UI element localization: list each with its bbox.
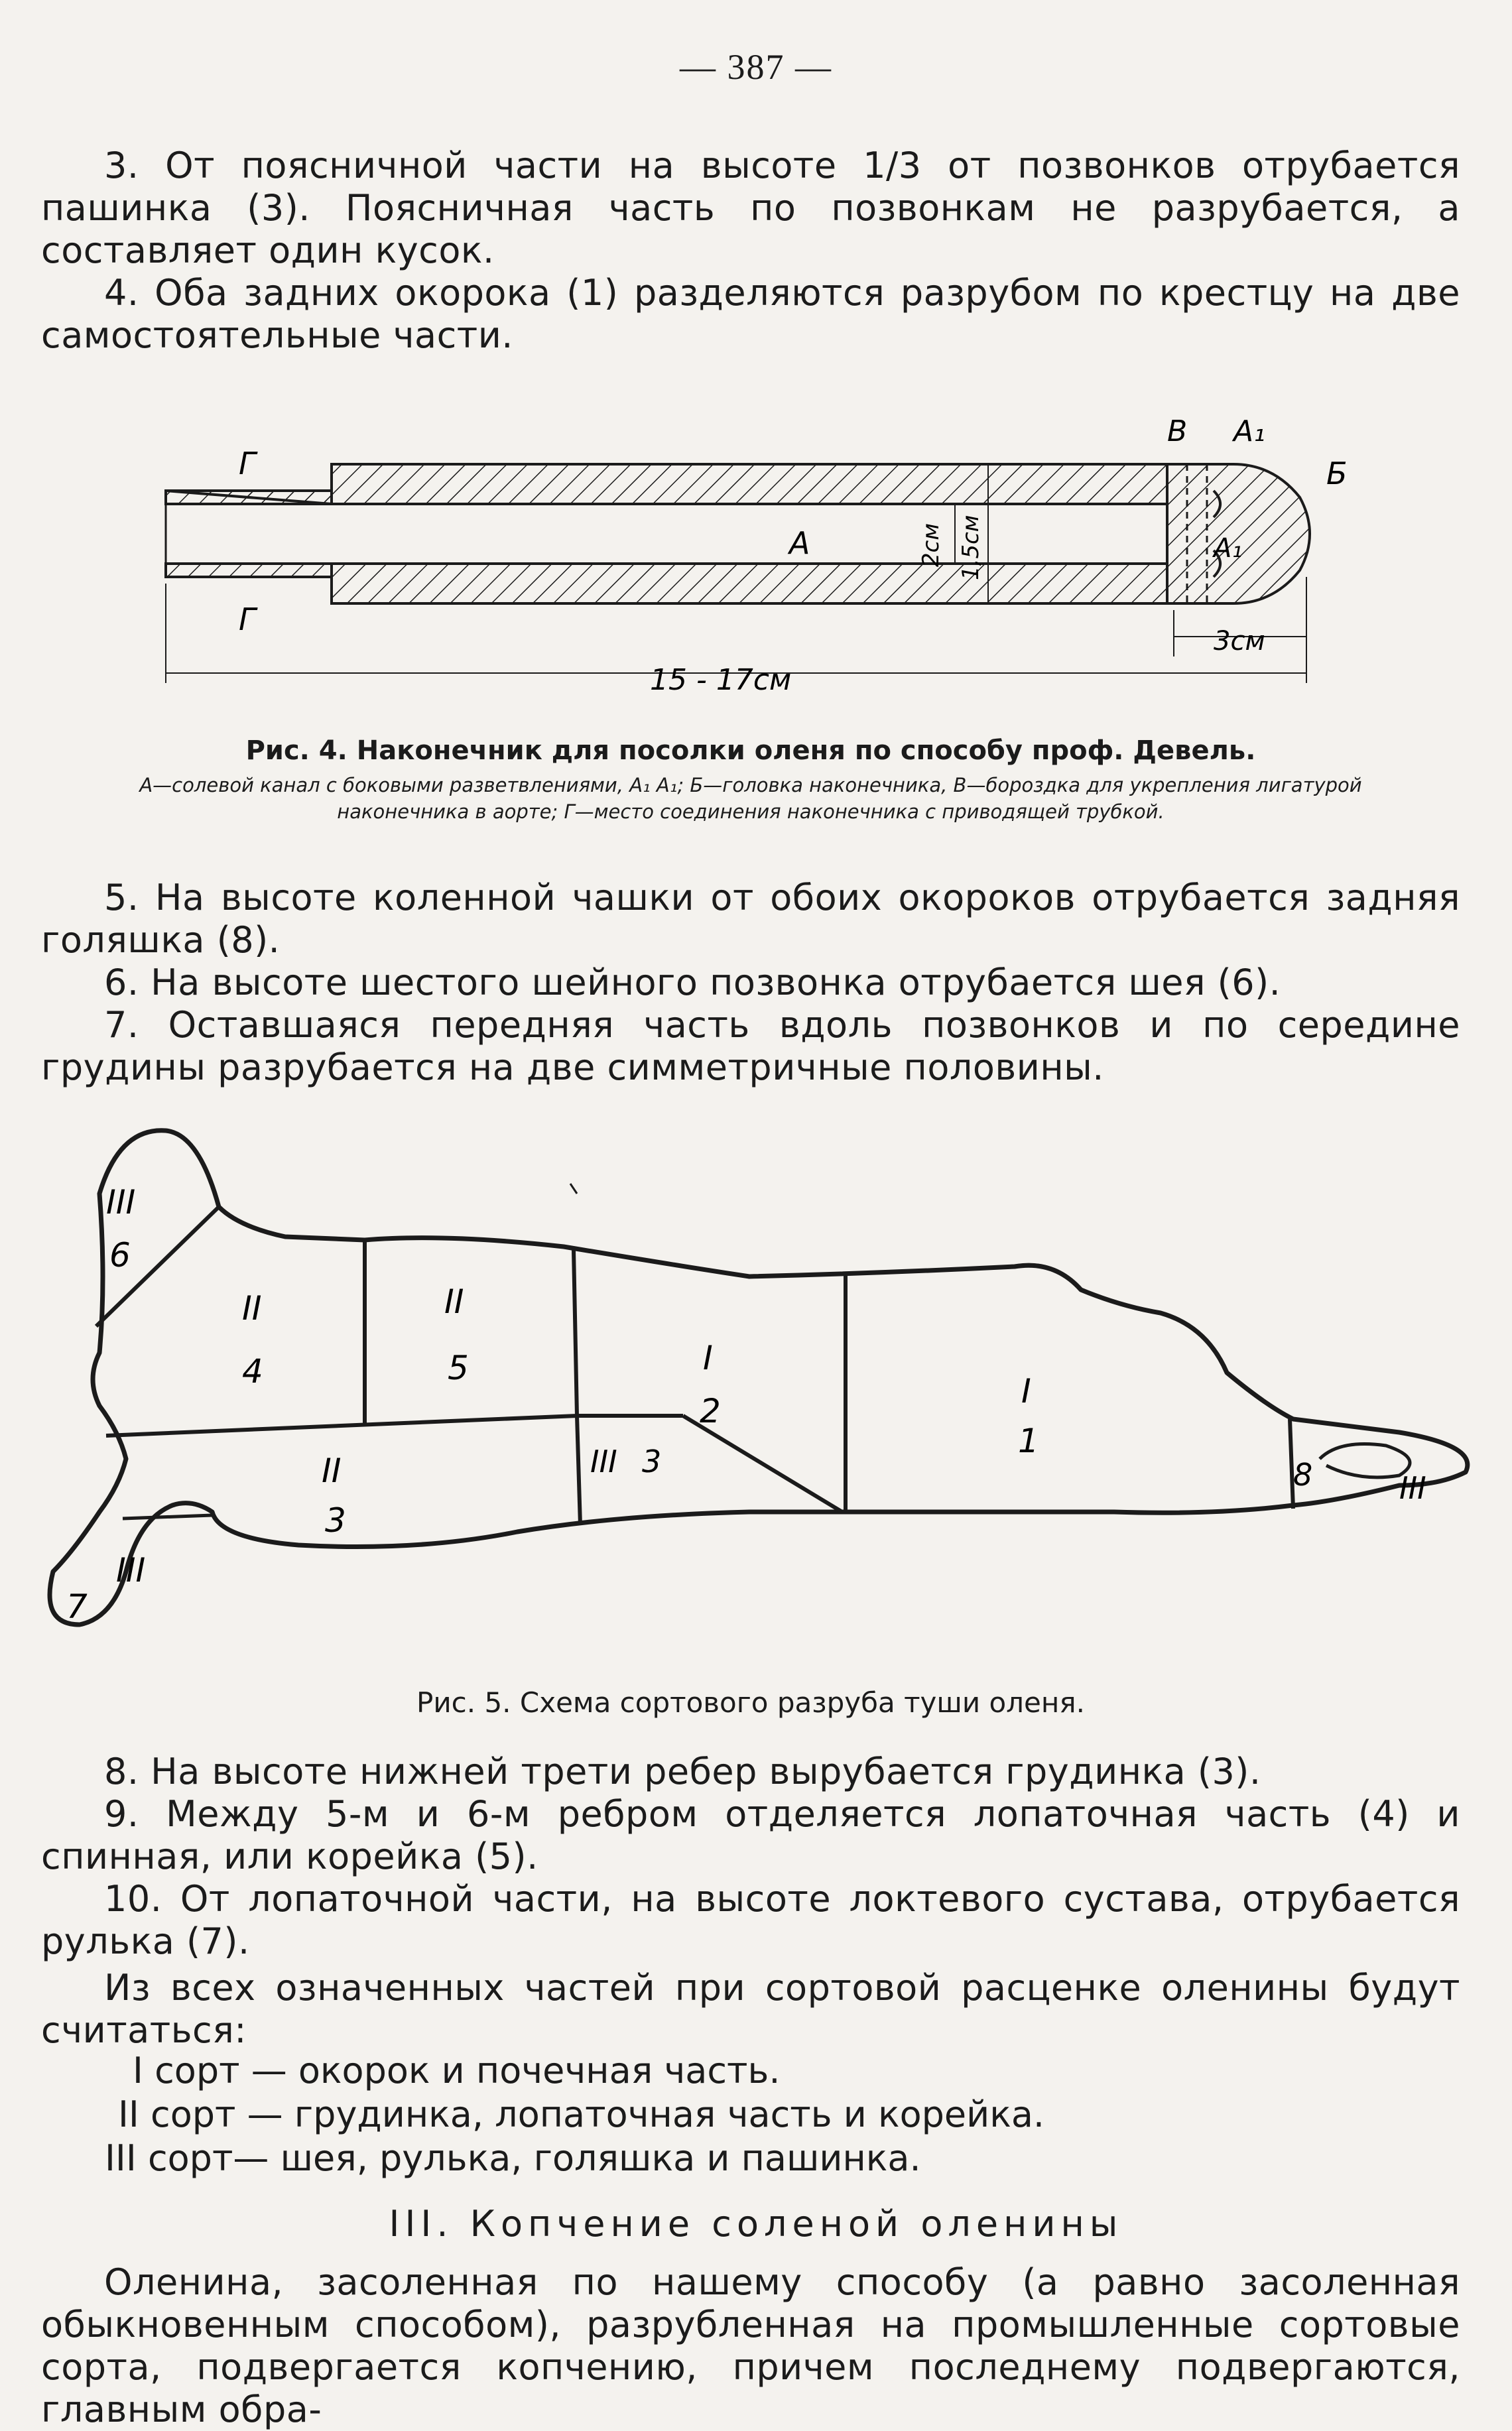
grading-intro: Из всех означенных частей при сортовой расценке оленины будут считаться: xyxy=(41,1967,1460,2051)
page-number: — 387 — xyxy=(680,47,832,87)
step-3: 3. От поясничной части на высоте 1/3 от позвонков отрубается пашинка (3). Поясничная часть по позвонкам не разрубается, а составляет один кусок. xyxy=(41,145,1460,271)
back-num: 5 xyxy=(448,1349,469,1387)
steps-bottom xyxy=(41,1751,1460,2052)
final-paragraph-block xyxy=(41,2261,1460,2431)
shoulder-num: 4 xyxy=(242,1352,263,1391)
shank-hind-grade: III xyxy=(1399,1470,1426,1506)
label-g-bottom: Г xyxy=(239,601,256,637)
grade-2: II сорт — грудинка, лопаточная часть и корейка. xyxy=(118,2093,1045,2135)
shank-hind-num: 8 xyxy=(1293,1457,1313,1493)
shoulder-grade: II xyxy=(242,1289,262,1328)
figure-4-caption xyxy=(41,733,1460,825)
nozzle-upper-tube xyxy=(166,491,332,504)
shank-front-num: 7 xyxy=(66,1588,88,1626)
section-heading: III. Копчение соленой оленины xyxy=(389,2203,1123,2245)
grade-list xyxy=(0,2049,1512,2180)
label-b: Б xyxy=(1326,456,1348,491)
ham-grade: I xyxy=(1021,1372,1031,1410)
flank-num: 3 xyxy=(642,1444,662,1479)
neck-num: 6 xyxy=(109,1236,131,1275)
steps-middle xyxy=(41,877,1460,1089)
figure-4-caption-body: А—солевой канал с боковыми разветвлениями, А₁ А₁; Б—головка наконечника, В—бороздка для укрепления лигатурой наконечника в аорте; Г—место соединения наконечника с приводящей трубкой. xyxy=(139,774,1362,823)
loin-grade: I xyxy=(703,1339,713,1377)
step-7: 7. Оставшаяся передняя часть вдоль позвонков и по середине грудины разрубается на две симметричные половины. xyxy=(41,1004,1460,1088)
label-3cm: 3см xyxy=(1214,626,1265,656)
grade-1: I сорт — окорок и почечная часть. xyxy=(133,2050,781,2091)
neck-grade: III xyxy=(106,1183,136,1221)
back-grade: II xyxy=(444,1282,464,1321)
final-paragraph: Оленина, засоленная по нашему способу (а равно засоленная обыкновенным способом), разрубленная на промышленные сортовые сорта, подвергается копчению, причем последнему подвергаются, главным обра- xyxy=(41,2261,1460,2430)
ham-num: 1 xyxy=(1018,1422,1039,1460)
step-8: 8. На высоте нижней трети ребер вырубается грудинка (3). xyxy=(104,1751,1261,1792)
grade-3: III сорт— шея, рулька, голяшка и пашинка. xyxy=(105,2137,921,2179)
figure-4-nozzle-drawing xyxy=(133,405,1393,716)
step-5: 5. На высоте коленной чашки от обоих окороков отрубается задняя голяшка (8). xyxy=(41,877,1460,961)
nozzle-lower-tube xyxy=(166,564,332,577)
label-v: В xyxy=(1167,414,1188,448)
step-4: 4. Оба задних окорока (1) разделяются разрубом по крестцу на две самостоятельные части. xyxy=(41,272,1460,356)
step-10: 10. От лопаточной части, на высоте локтевого сустава, отрубается рулька (7). xyxy=(41,1878,1460,1962)
label-a1-top: А₁ xyxy=(1233,414,1265,448)
label-a: А xyxy=(789,525,810,561)
label-2cm: 2см xyxy=(918,523,944,567)
figure-4-caption-title: Рис. 4. Наконечник для посолки оленя по способу проф. Девель. xyxy=(245,735,1256,766)
loin-num: 2 xyxy=(700,1392,721,1430)
steps-top xyxy=(41,145,1460,357)
shank-front-grade: III xyxy=(116,1551,146,1590)
figure-5-caption: Рис. 5. Схема сортового разруба туши оленя. xyxy=(416,1686,1085,1719)
brisket-num: 3 xyxy=(325,1501,346,1540)
brisket-grade: II xyxy=(322,1452,342,1490)
step-6: 6. На высоте шестого шейного позвонка отрубается шея (6). xyxy=(104,962,1281,1003)
flank-grade: III xyxy=(590,1444,617,1479)
label-length: 15 - 17см xyxy=(650,663,792,697)
label-g-top: Г xyxy=(239,446,256,481)
nozzle-lower-wall xyxy=(332,564,1167,603)
figure-5-carcass-scheme xyxy=(20,1114,1492,1664)
step-9: 9. Между 5-м и 6-м ребром отделяется лопаточная часть (4) и спинная, или корейка (5). xyxy=(41,1793,1460,1877)
label-1-5cm: 1,5см xyxy=(958,515,984,580)
label-a1-bottom: А₁ xyxy=(1214,533,1243,564)
